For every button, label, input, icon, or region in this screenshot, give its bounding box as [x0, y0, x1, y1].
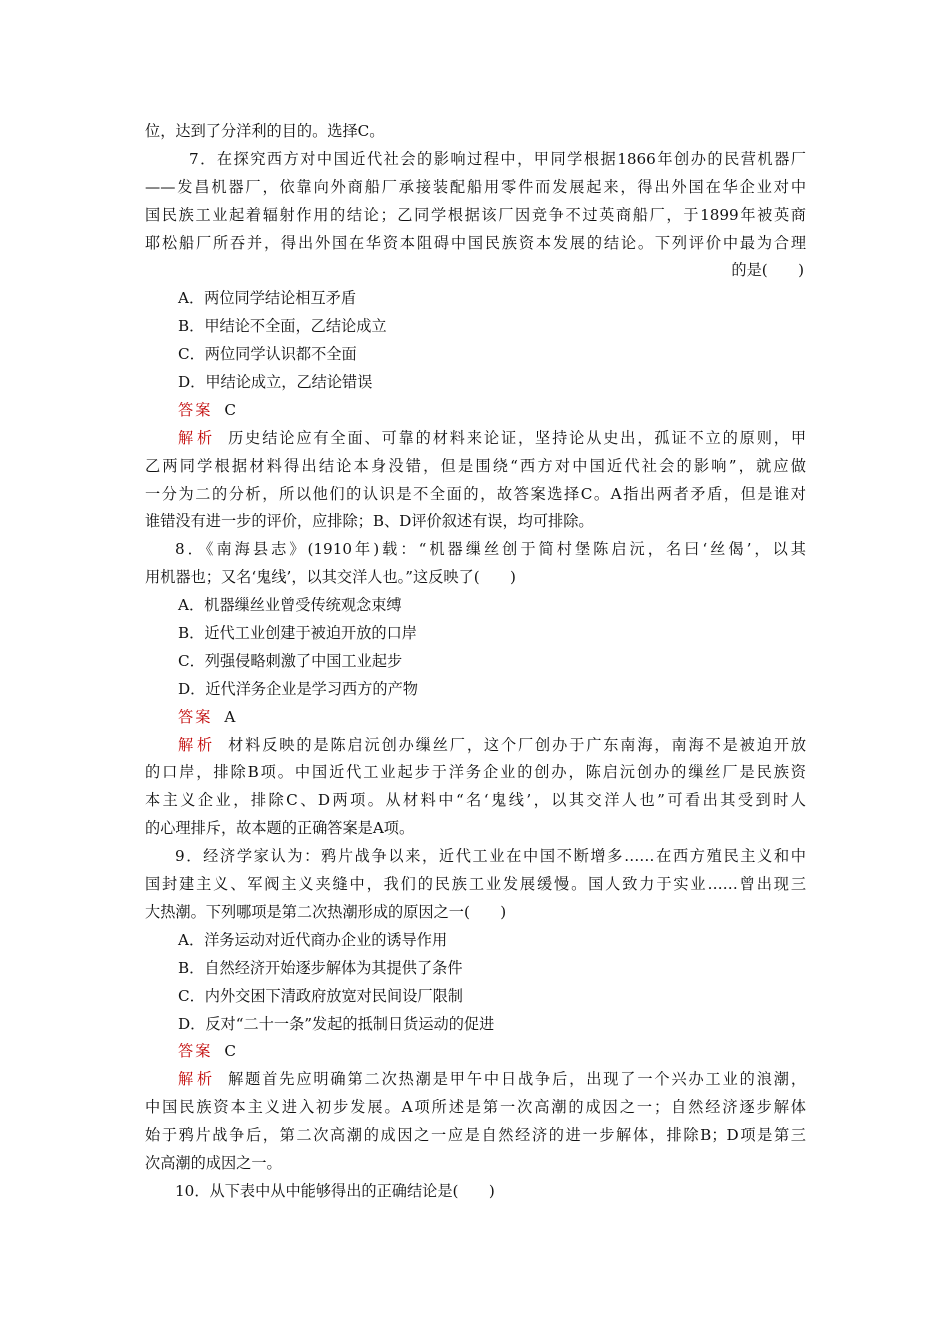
question-8-analysis: 的心理排斥，故本题的正确答案是A项。 [145, 819, 415, 838]
question-8-analysis [145, 732, 806, 760]
analysis-text: 材料反映的是陈启沅创办缫丝厂，这个厂创办于广东南海，南海不是被迫开放 [228, 735, 806, 754]
analysis-text: 历史结论应有全面、可靠的材料来论证，坚持论从史出，孤证不立的原则，甲 [228, 428, 806, 447]
question-7-stem: 的是( ) [731, 261, 804, 280]
question-9-option-a: A．洋务运动对近代商办企业的诱导作用 [178, 930, 448, 949]
question-7-option-c: C．两位同学认识都不全面 [178, 345, 357, 364]
question-7-analysis: 谁错没有进一步的评价，应排除；B、D评价叙述有误，均可排除。 [145, 512, 594, 531]
question-7-option-a: A．两位同学结论相互矛盾 [178, 289, 357, 308]
question-8-option-d: D．近代洋务企业是学习西方的产物 [178, 679, 418, 698]
question-7-stem: 7．在探究西方对中国近代社会的影响过程中，甲同学根据1866年创办的民营机器厂 [189, 149, 806, 168]
question-9-analysis: 中国民族资本主义进入初步发展。A项所述是第一次高潮的成因之一；自然经济逐步解体 [145, 1098, 806, 1117]
text-line: 位，达到了分洋利的目的。选择C。 [145, 122, 385, 140]
analysis-text: 解题首先应明确第二次热潮是甲午中日战争后，出现了一个兴办工业的浪潮， [228, 1070, 806, 1089]
question-8-option-c: C．列强侵略刺激了中国工业起步 [178, 651, 403, 670]
question-8-analysis: 本主义企业，排除C、D两项。从材料中“名‘鬼线’，以其交洋人也”可看出其受到时人 [145, 791, 806, 810]
analysis-label: 解析 [178, 428, 217, 447]
question-9-analysis: 次高潮的成因之一。 [145, 1153, 282, 1172]
question-7-option-d: D．甲结论成立，乙结论错误 [178, 373, 373, 392]
answer-value: C [224, 400, 236, 419]
question-9-option-d: D．反对“二十一条”发起的抵制日货运动的促进 [178, 1014, 495, 1033]
answer-value: A [224, 707, 236, 726]
question-7-option-b: B．甲结论不全面，乙结论成立 [178, 317, 387, 336]
question-10-stem: 10．从下表中从中能够得出的正确结论是( ) [175, 1181, 495, 1200]
question-9-analysis [145, 1066, 806, 1094]
analysis-label: 解析 [178, 1070, 217, 1089]
answer-label: 答案 [178, 400, 213, 419]
question-9-option-b: B．自然经济开始逐步解体为其提供了条件 [178, 958, 463, 977]
question-9-option-c: C．内外交困下清政府放宽对民间设厂限制 [178, 986, 463, 1005]
question-9-stem: 国封建主义、军阀主义夹缝中，我们的民族工业发展缓慢。国人致力于实业……曾出现三 [145, 875, 806, 894]
question-8-stem: 8．《南海县志》(1910年)载：“机器缫丝创于简村堡陈启沅，名曰‘丝偈’，以其 [175, 540, 806, 559]
question-7-answer [145, 397, 806, 425]
question-8-analysis: 的口岸，排除B项。中国近代工业起步于洋务企业的创办，陈启沅创办的缫丝厂是民族资 [145, 763, 806, 782]
answer-value: C [224, 1042, 236, 1061]
question-7-stem: ——发昌机器厂，依靠向外商船厂承接装配船用零件而发展起来，得出外国在华企业对中 [145, 177, 806, 196]
question-9-analysis: 始于鸦片战争后，第二次高潮的成因之一应是自然经济的进一步解体，排除B；D项是第三 [145, 1126, 806, 1145]
question-7-analysis [145, 425, 806, 453]
question-8-option-a: A．机器缫丝业曾受传统观念束缚 [178, 596, 402, 615]
question-9-stem: 9．经济学家认为：鸦片战争以来，近代工业在中国不断增多……在西方殖民主义和中 [175, 847, 806, 866]
question-7-stem: 国民族工业起着辐射作用的结论；乙同学根据该厂因竞争不过英商船厂，于1899年被英商 [145, 205, 806, 224]
document-body [145, 118, 806, 1206]
question-7-stem: 耶松船厂所吞并，得出外国在华资本阻碍中国民族资本发展的结论。下列评价中最为合理 [145, 233, 806, 252]
question-7-analysis: 一分为二的分析，所以他们的认识是不全面的，故答案选择C。A指出两者矛盾，但是谁对 [145, 484, 806, 503]
question-8-stem: 用机器也；又名‘鬼线’，以其交洋人也。”这反映了( ) [145, 568, 516, 587]
question-7-analysis: 乙两同学根据材料得出结论本身没错，但是围绕“西方对中国近代社会的影响”，就应做 [145, 456, 806, 475]
question-8-option-b: B．近代工业创建于被迫开放的口岸 [178, 624, 417, 643]
answer-label: 答案 [178, 1042, 213, 1061]
analysis-label: 解析 [178, 735, 217, 754]
answer-label: 答案 [178, 707, 213, 726]
question-9-answer [145, 1038, 806, 1066]
question-8-answer [145, 704, 806, 732]
question-9-stem: 大热潮。下列哪项是第二次热潮形成的原因之一( ) [145, 902, 507, 921]
